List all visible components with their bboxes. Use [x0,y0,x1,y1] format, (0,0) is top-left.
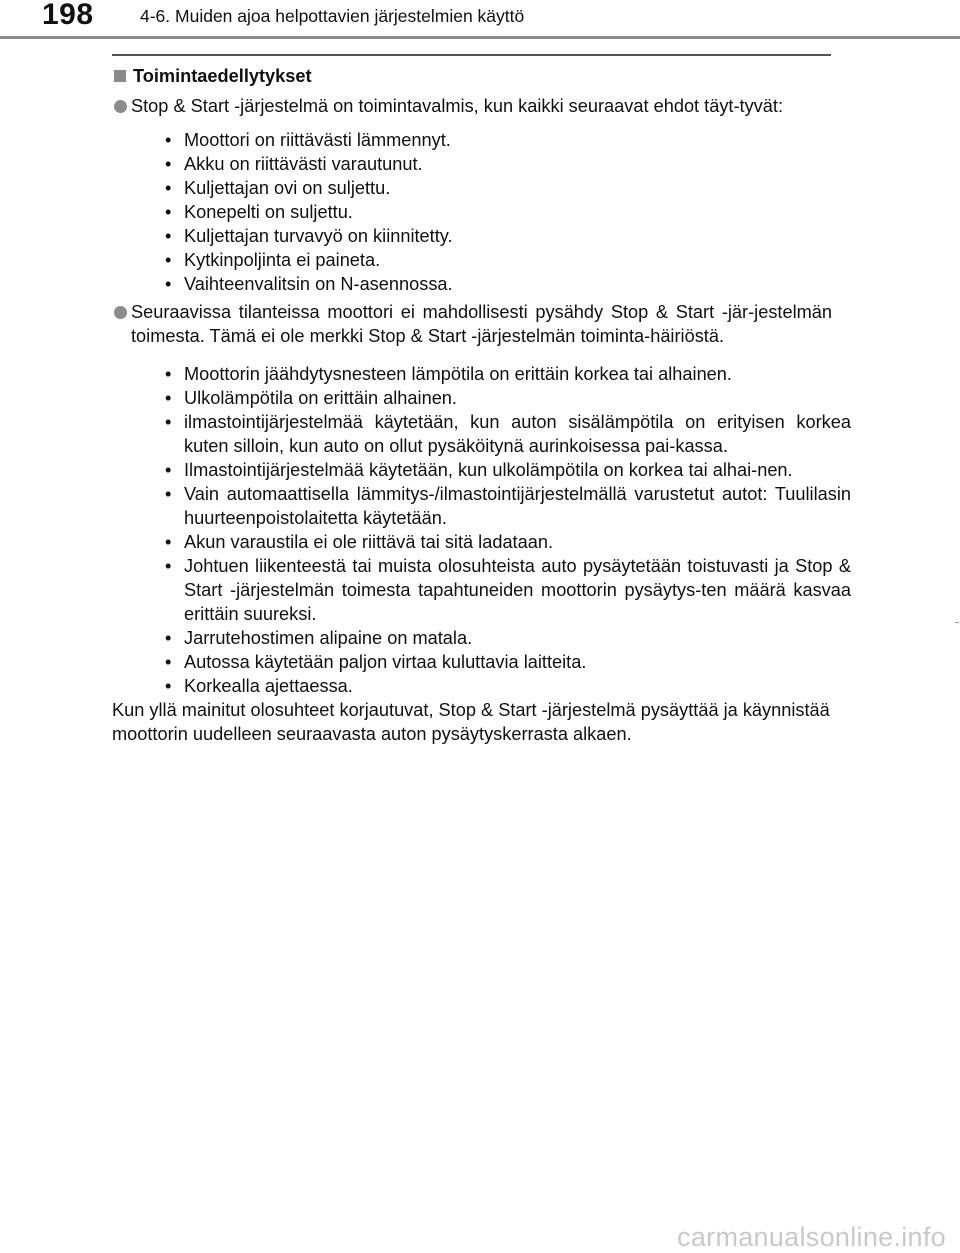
bullet-dot: • [165,178,172,198]
chapter-title: 4-6. Muiden ajoa helpottavien järjestelmien käyttö [140,6,525,26]
bullet-dot: • [165,154,172,174]
content [112,64,851,746]
circle-bullet-icon [114,306,127,319]
bullet-dot: • [165,388,172,408]
list-item: • Akku on riittävästi varautunut. [165,154,423,174]
bullet-list [131,362,851,698]
section-rule [112,54,831,56]
list-item: • Autossa käytetään paljon virtaa kuluttavia laitteita. [165,652,587,672]
list-item: • Moottorin jäähdytysnesteen lämpötila on erittäin korkea tai alhainen. [165,364,732,384]
list-item: • Kuljettajan ovi on suljettu. [165,178,391,198]
condition-text: Seuraavissa tilanteissa moottori ei mahdollisesti pysähdy Stop & Start -jär-jestelmän toimesta. Tämä ei ole merkki Stop & Start -järjestelmän toiminta-häiriöstä. [131,302,832,346]
list-item: • Akun varaustila ei ole riittävä tai sitä ladataan. [165,532,554,552]
list-item: • Vaihteenvalitsin on N-asennossa. [165,274,453,294]
condition-text: Stop & Start -järjestelmä on toimintavalmis, kun kaikki seuraavat ehdot täyt-tyvät: [131,96,783,116]
bullet-dot: • [165,460,172,480]
square-bullet-icon [114,70,126,82]
bullet-dot: • [165,250,172,270]
list-item: • Ilmastointijärjestelmää käytetään, kun ulkolämpötila on korkea tai alhai-nen. [165,460,793,480]
circle-bullet-icon [114,100,127,113]
condition-block [112,300,851,698]
bullet-dot: • [165,556,172,576]
list-item: • Ulkolämpötila on erittäin alhainen. [165,388,457,408]
bullet-dot: • [165,226,172,246]
bullet-dot: • [165,532,172,552]
list-item: • Kytkinpoljinta ei paineta. [165,250,381,270]
bullet-dot: • [165,628,172,648]
list-item: • ilmastointijärjestelmää käytetään, kun auton sisälämpötila on erityisen korkea kuten silloin, kun auto on ollut pysäköitynä aurinkoisessa pai-kassa. [165,412,851,456]
bullet-dot: • [165,652,172,672]
bullet-list [131,128,851,296]
condition-block [112,94,832,296]
list-item: • Konepelti on suljettu. [165,202,353,222]
closing-paragraph: Kun yllä mainitut olosuhteet korjautuvat, Stop & Start -järjestelmä pysäyttää ja käynnistää moottorin uudelleen seuraavasta auton pysäytyskerrasta alkaen. [112,700,830,744]
list-item: • Jarrutehostimen alipaine on matala. [165,628,473,648]
list-item: • Vain automaattisella lämmitys-/ilmastointijärjestelmällä varustetut autot: Tuulilasin huurteenpoistolaitetta käytetään. [165,484,851,528]
list-item: • Korkealla ajettaessa. [165,676,353,696]
bullet-dot: • [165,202,172,222]
list-item: • Kuljettajan turvavyö on kiinnitetty. [165,226,453,246]
bullet-dot: • [165,484,172,504]
bullet-dot: • [165,412,172,432]
list-item: • Moottori on riittävästi lämmennyt. [165,130,451,150]
list-item: • Johtuen liikenteestä tai muista olosuhteista auto pysäytetään toistuvasti ja Stop & Start -järjestelmän toimesta tapahtuneiden moottorin pysäytys-ten määrä kasvaa erittäin suureksi. [165,556,851,624]
section-heading-text: Toimintaedellytykset [133,66,312,86]
bullet-dot: • [165,676,172,696]
bullet-dot: • [165,130,172,150]
header-rule [0,36,960,39]
watermark: carmanualsonline.info [677,1222,946,1252]
page-number: 198 [42,0,94,31]
edge-mark [955,622,959,623]
bullet-dot: • [165,364,172,384]
section-heading [114,64,832,88]
bullet-dot: • [165,274,172,294]
